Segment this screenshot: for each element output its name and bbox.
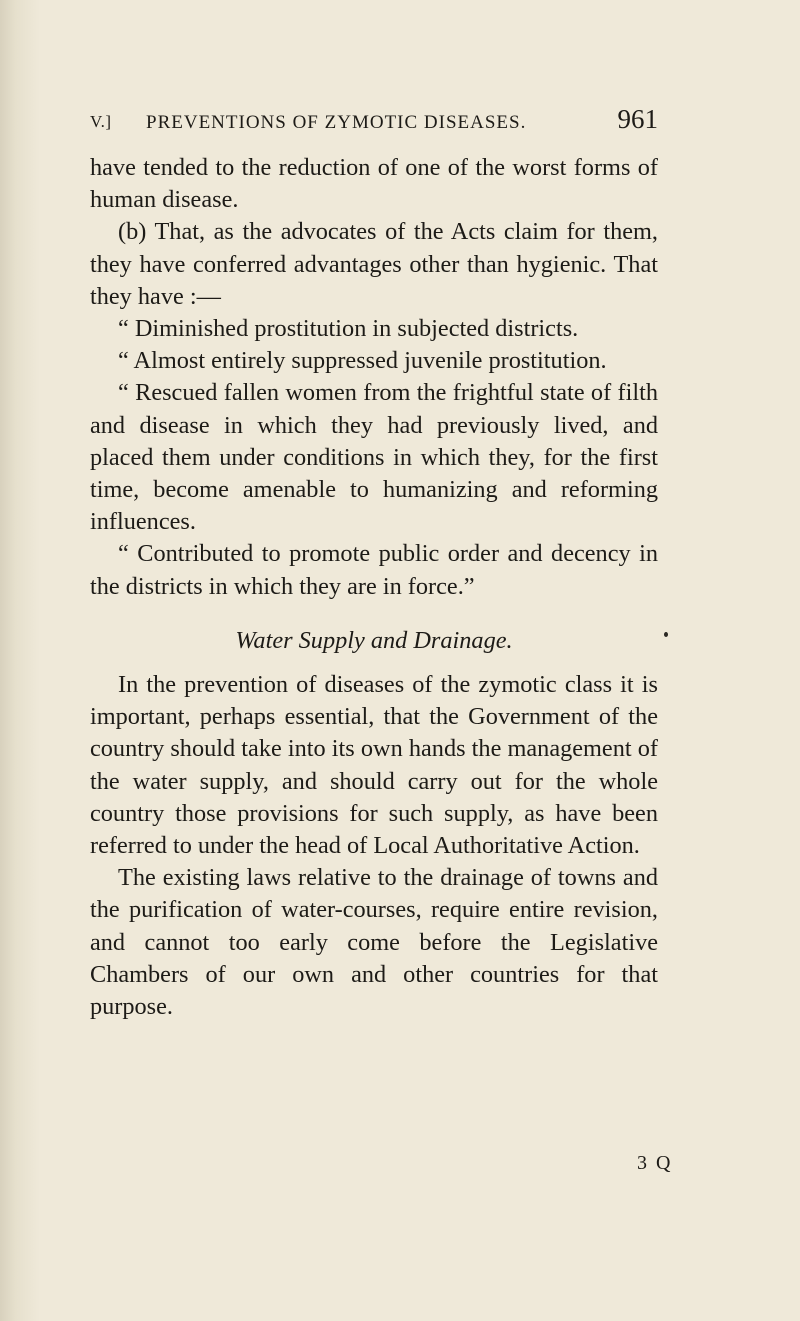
paragraph: The existing laws relative to the drainage of towns and the purification of water-courses, require entire revision, and cannot too early come before the Legislative Chambers of our own and other countries for that purpose.	[90, 864, 658, 1021]
section-heading: Water Supply and Drainage.	[235, 626, 513, 654]
page-edge-shadow	[0, 0, 40, 1321]
paragraph: (b) That, as the advocates of the Acts claim for them, they have conferred advantages other than hygienic. That they have :—	[90, 218, 658, 310]
chapter-number: V.]	[90, 112, 112, 131]
quoted-paragraph: “ Rescued fallen women from the frightful state of filth and disease in which they had previously lived, and placed them under conditions in which they, for the first time, become amenable to humanizing and reforming influences.	[90, 379, 658, 536]
running-title: PREVENTIONS OF ZYMOTIC DISEASES.	[146, 112, 527, 133]
paragraph: have tended to the reduction of one of the worst forms of human disease.	[90, 154, 658, 214]
page-number: 961	[617, 104, 658, 134]
quoted-paragraph: “ Contributed to promote public order and decency in the districts in which they are in force.”	[90, 540, 658, 600]
quoted-paragraph: “ Diminished prostitution in subjected districts.	[118, 315, 579, 343]
paragraph: In the prevention of diseases of the zymotic class it is important, perhaps essential, that the Government of the country should take into its own hands the management of the water supply, and should carry out for the whole country those provisions for such supply, as have been referred to under the head of Local Authoritative Action.	[90, 671, 658, 860]
running-header	[90, 104, 658, 138]
body-text	[90, 152, 658, 1023]
quoted-paragraph: “ Almost entirely suppressed juvenile prostitution.	[118, 347, 607, 375]
signature-mark: 3 Q	[637, 1152, 673, 1174]
ink-speck	[664, 632, 668, 637]
